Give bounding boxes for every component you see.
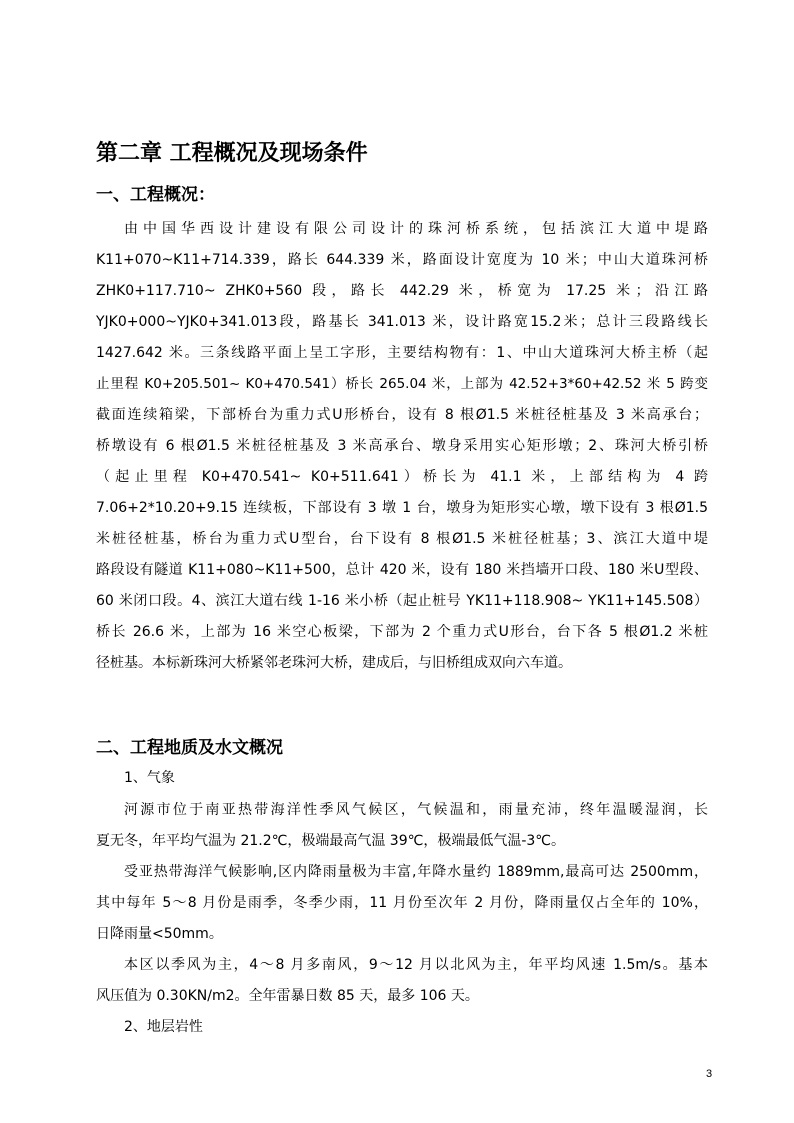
- paragraph-line: 截面连续箱梁，下部桥台为重力式U形桥台，设有 8 根Ø1.5 米桩径桩基及 3 米高承台；: [96, 407, 708, 423]
- paragraph-line: 7.06+2*10.20+9.15 连续板，下部设有 3 墩 1 台，墩身为矩形实心墩，墩下设有 3 根Ø1.5: [96, 500, 708, 516]
- paragraph-line: 止里程 K0+205.501~ K0+470.541）桥长 265.04 米，上部为 42.52+3*60+42.52 米 5 跨变: [96, 376, 708, 392]
- paragraph-line: 风压值为 0.30KN/m2。全年雷暴日数 85 天，最多 106 天。: [96, 988, 479, 1004]
- paragraph-line: 米桩径桩基，桥台为重力式U型台，台下设有 8 根Ø1.5 米桩径桩基；3、滨江大道中堤: [96, 531, 708, 547]
- paragraph-line: 径桩基。本标新珠河大桥紧邻老珠河大桥，建成后，与旧桥组成双向六车道。: [96, 655, 572, 671]
- paragraph-line: 桥长 26.6 米，上部为 16 米空心板梁，下部为 2 个重力式U形台，台下各 5 根Ø1.2 米桩: [96, 624, 708, 640]
- paragraph-line: 路段设有隧道 K11+080~K11+500，总计 420 米，设有 180 米挡墙开口段、180 米U型段、: [96, 562, 708, 578]
- paragraph-line: 桥墩设有 6 根Ø1.5 米桩径桩基及 3 米高承台、墩身采用实心矩形墩；2、珠河大桥引桥: [96, 438, 708, 454]
- paragraph-line: 受亚热带海洋气候影响,区内降雨量极为丰富,年降水量约 1889mm,最高可达 2500mm，: [124, 864, 708, 880]
- paragraph-line: 60 米闭口段。4、滨江大道右线 1-16 米小桥（起止桩号 YK11+118.908~ YK11+145.508）: [96, 593, 708, 609]
- page-number: 3: [706, 1068, 713, 1080]
- paragraph-line: 日降雨量<50mm。: [96, 926, 223, 942]
- chapter-title: 第二章 工程概况及现场条件: [96, 140, 368, 166]
- weather-paragraph: [96, 795, 708, 1012]
- paragraph-line: ZHK0+117.710~ ZHK0+560 段，路长 442.29 米，桥宽为 17.25 米；沿江路: [96, 283, 708, 299]
- paragraph-line: 由中国华西设计建设有限公司设计的珠河桥系统，包括滨江大道中堤路: [124, 221, 708, 237]
- overview-paragraph: [96, 214, 708, 679]
- paragraph-line: 其中每年 5～8 月份是雨季，冬季少雨，11 月份至次年 2 月份，降雨量仅占全年的 10%，: [96, 895, 708, 911]
- paragraph-line: （起止里程 K0+470.541~ K0+511.641）桥长为 41.1 米，上部结构为 4 跨: [96, 469, 708, 485]
- subheading-strata: 2、地层岩性: [124, 1019, 203, 1035]
- section-heading-overview: 一、工程概况：: [96, 185, 215, 205]
- paragraph-line: 1427.642 米。三条线路平面上呈工字形，主要结构物有：1、中山大道珠河大桥主桥（起: [96, 345, 708, 361]
- paragraph-line: K11+070~K11+714.339，路长 644.339 米，路面设计宽度为 10 米；中山大道珠河桥: [96, 252, 708, 268]
- section-heading-geology: 二、工程地质及水文概况: [96, 738, 283, 758]
- paragraph-line: YJK0+000~YJK0+341.013段，路基长 341.013 米，设计路宽15.2米；总计三段路线长: [96, 314, 708, 330]
- paragraph-line: 河源市位于南亚热带海洋性季风气候区，气候温和，雨量充沛，终年温暖湿润，长: [124, 802, 708, 818]
- subheading-weather: 1、气象: [124, 770, 175, 786]
- paragraph-line: 本区以季风为主，4～8 月多南风，9～12 月以北风为主，年平均风速 1.5m/s。基本: [124, 957, 708, 973]
- paragraph-line: 夏无冬，年平均气温为 21.2℃，极端最高气温 39℃，极端最低气温-3℃。: [96, 833, 566, 849]
